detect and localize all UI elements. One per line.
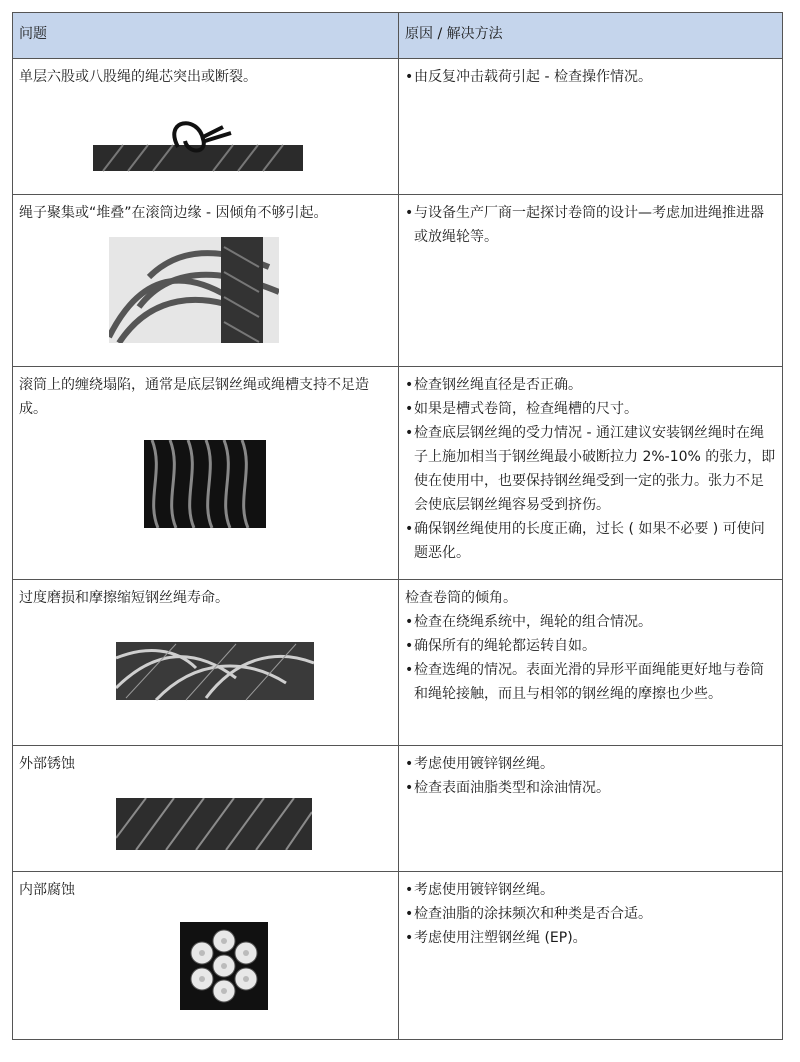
drum-winding-collapse-photo [144,440,266,528]
solution-list [405,65,776,89]
list-item: • 检查钢丝绳直径是否正确。 [405,377,582,393]
list-item: • 考虑使用镀锌钢丝绳。 [405,882,554,898]
table-row [13,871,782,1039]
problem-cell [13,746,399,871]
table-row [13,579,782,745]
problem-text: 绳子聚集或“堆叠”在滚筒边缘 - 因倾角不够引起。 [19,205,328,221]
solution-cell [399,367,782,579]
problem-cell [13,59,399,194]
solution-cell [399,872,782,1039]
solution-cell [399,195,782,366]
list-item: • 确保所有的绳轮都运转自如。 [405,638,596,654]
list-item: • 考虑使用注塑钢丝绳 (EP)。 [405,930,587,946]
solution-list [405,610,776,706]
problem-text: 过度磨损和摩擦缩短钢丝绳寿命。 [19,590,229,606]
table-row [13,745,782,871]
list-item: • 检查底层钢丝绳的受力情况 - 通江建议安装钢丝绳时在绳子上施加相当于钢丝绳最小破断拉力 2%-10% 的张力，即使在使用中，也要保持钢丝绳受到一定的张力。张力不足会使底层钢丝绳容易受到挤伤。 [405,425,776,513]
worn-rope-photo [116,628,314,714]
problem-text: 外部锈蚀 [19,756,75,772]
problem-text: 滚筒上的缠绕塌陷，通常是底层钢丝绳或绳槽支持不足造成。 [19,377,369,417]
rusted-rope-photo [116,798,312,850]
header-cause-solution: 原因 / 解决方法 [405,26,503,42]
list-item: • 确保钢丝绳使用的长度正确，过长 ( 如果不必要 ) 可使问题恶化。 [405,521,765,561]
solution-list [405,752,776,800]
solution-list [405,373,776,565]
solution-list [405,878,776,950]
list-item: • 如果是槽式卷筒，检查绳槽的尺寸。 [405,401,638,417]
problem-cell [13,195,399,366]
solution-lead: 检查卷筒的倾角。 [405,590,517,606]
problem-text: 内部腐蚀 [19,882,75,898]
list-item: • 检查选绳的情况。表面光滑的异形平面绳能更好地与卷筒和绳轮接触，而且与相邻的钢丝绳的摩擦也少些。 [405,662,764,702]
solution-cell [399,580,782,745]
list-item: • 与设备生产厂商一起探讨卷筒的设计—考虑加进绳推进器或放绳轮等。 [405,205,764,245]
table-header [13,13,782,58]
solution-cell [399,746,782,871]
troubleshooting-table [12,12,783,1040]
problem-cell [13,580,399,745]
problem-cell [13,367,399,579]
problem-text: 单层六股或八股绳的绳芯突出或断裂。 [19,69,257,85]
table-row [13,366,782,579]
header-problem: 问题 [13,13,399,58]
rope-core-protrusion-photo [93,119,303,179]
table-row [13,194,782,366]
solution-list [405,201,776,249]
table-row [13,58,782,194]
list-item: • 检查在绕绳系统中，绳轮的组合情况。 [405,614,652,630]
problem-cell [13,872,399,1039]
list-item: • 检查表面油脂类型和涂油情况。 [405,780,610,796]
rope-cross-section-photo [180,922,268,1010]
solution-cell [399,59,782,194]
list-item: • 检查油脂的涂抹频次和种类是否合适。 [405,906,652,922]
rope-stacking-on-drum-photo [109,237,279,343]
list-item: • 考虑使用镀锌钢丝绳。 [405,756,554,772]
list-item: • 由反复冲击载荷引起 - 检查操作情况。 [405,69,652,85]
